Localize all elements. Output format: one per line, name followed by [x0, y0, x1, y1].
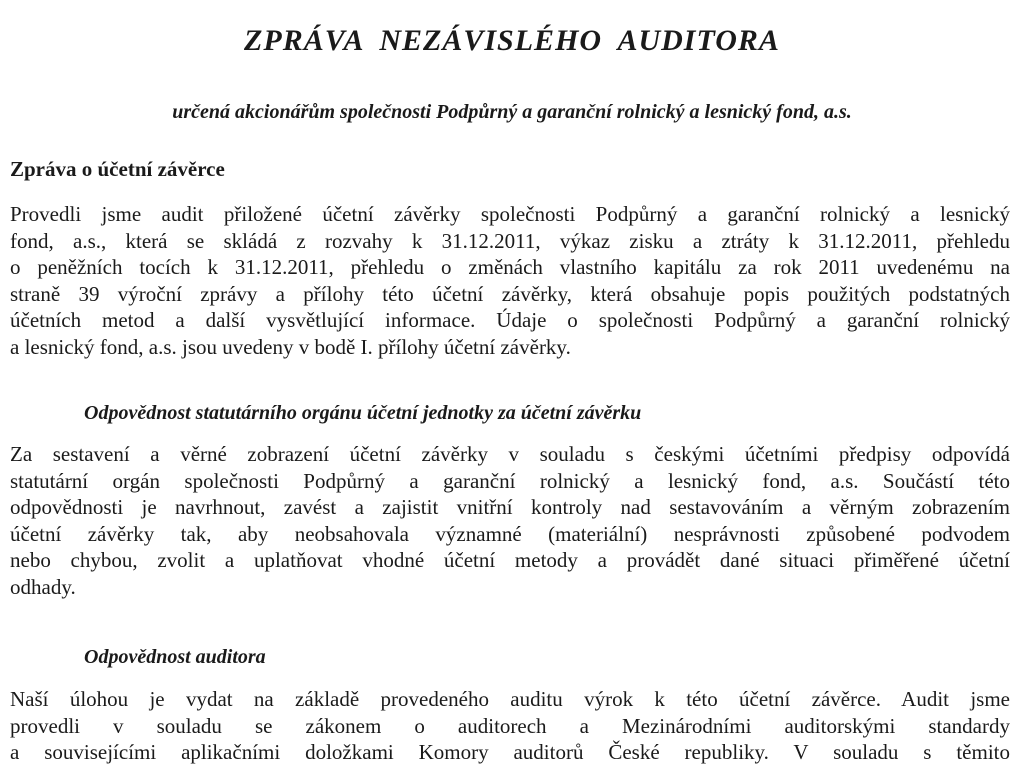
- report-title: ZPRÁVA NEZÁVISLÉHO AUDITORA: [244, 24, 780, 57]
- paragraph-line: provedli v souladu se zákonem o auditorech a Mezinárodními auditorskými standardy: [10, 713, 1010, 738]
- subheading-statutory-responsibility: Odpovědnost statutárního orgánu účetní jednotky za účetní závěrku: [84, 402, 642, 424]
- paragraph-line: odpovědnosti je navrhnout, zavést a zajistit vnitřní kontroly nad sestavováním a věrným zobrazením: [10, 495, 1010, 519]
- paragraph-auditor-responsibility: [10, 686, 1010, 766]
- paragraph-line: o peněžních tocích k 31.12.2011, přehledu o změnách vlastního kapitálu za rok 2011 uvedenému na: [10, 255, 1010, 279]
- paragraph-line: nebo chybou, zvolit a uplatňovat vhodné účetní metody a provádět dané situaci přiměřené účetní: [10, 548, 1010, 572]
- paragraph-statutory-responsibility: [10, 441, 1010, 600]
- paragraph-line: straně 39 výroční zprávy a přílohy této účetní závěrky, která obsahuje popis použitých podstatných: [10, 281, 1010, 306]
- paragraph-line: odhady.: [10, 574, 76, 599]
- subheading-auditor-responsibility: Odpovědnost auditora: [84, 646, 266, 668]
- paragraph-line: Provedli jsme audit přiložené účetní závěrky společnosti Podpůrný a garanční rolnický a lesnický: [10, 202, 1010, 226]
- paragraph-line: a souvisejícími aplikačními doložkami Komory auditorů České republiky. V souladu s těmito: [10, 740, 1010, 764]
- report-subtitle: určená akcionářům společnosti Podpůrný a garanční rolnický a lesnický fond, a.s.: [172, 101, 852, 123]
- paragraph-line: Za sestavení a věrné zobrazení účetní závěrky v souladu s českými účetními předpisy odpovídá: [10, 442, 1010, 466]
- paragraph-line: Naší úlohou je vydat na základě provedeného auditu výrok k této účetní závěrce. Audit jsme: [10, 687, 1010, 711]
- paragraph-line: účetní závěrky tak, aby neobsahovala významné (materiální) nesprávnosti způsobené podvodem: [10, 521, 1010, 546]
- paragraph-line: účetních metod a další vysvětlující informace. Údaje o společnosti Podpůrný a garanční rolnický: [10, 308, 1010, 332]
- paragraph-line: a lesnický fond, a.s. jsou uvedeny v bodě I. přílohy účetní závěrky.: [10, 334, 571, 359]
- paragraph-line: fond, a.s., která se skládá z rozvahy k 31.12.2011, výkaz zisku a ztráty k 31.12.2011, přehledu: [10, 228, 1010, 253]
- section-heading: Zpráva o účetní závěrce: [10, 157, 225, 181]
- paragraph-line: statutární orgán společnosti Podpůrný a garanční rolnický a lesnický fond, a.s. Součástí této: [10, 468, 1010, 493]
- paragraph-financial-statements: [10, 201, 1010, 360]
